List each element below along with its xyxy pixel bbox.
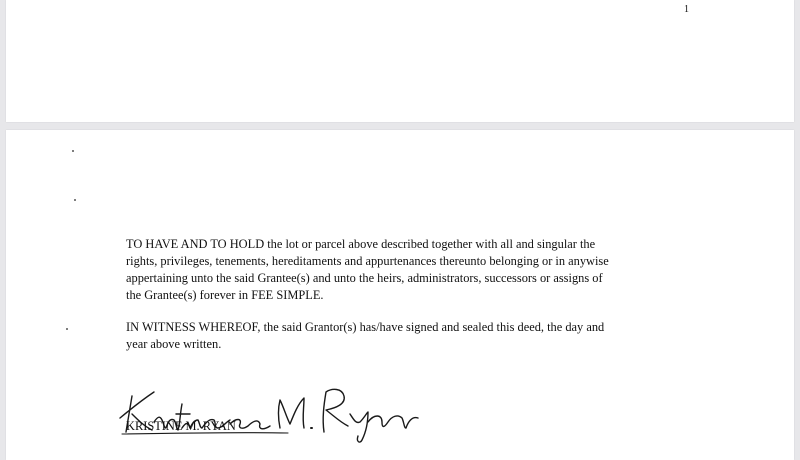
scan-speck	[72, 150, 74, 152]
page-number: 1	[684, 4, 689, 15]
signature-stroke	[368, 416, 418, 428]
habendum-line: TO HAVE AND TO HOLD the lot or parcel above described together with all and singular the	[126, 237, 596, 251]
document-page-2	[6, 130, 794, 460]
signer-name: KRISTINE M. RYAN	[126, 419, 236, 433]
habendum-line: rights, privileges, tenements, hereditaments and appurtenances thereunto belonging or in anywise	[126, 254, 609, 268]
witness-clause	[126, 319, 726, 353]
witness-line: IN WITNESS WHEREOF, the said Grantor(s) has/have signed and sealed this deed, the day and	[126, 320, 605, 334]
signature-stroke	[350, 412, 368, 442]
scan-speck	[74, 199, 76, 201]
scan-speck	[66, 328, 68, 330]
habendum-line: the Grantee(s) forever in FEE SIMPLE.	[126, 288, 324, 302]
signature-stroke	[230, 420, 270, 429]
signature-stroke	[323, 389, 348, 432]
signature-stroke	[279, 398, 305, 428]
document-page-1	[6, 0, 794, 122]
habendum-line: appertaining unto the said Grantee(s) and unto the heirs, administrators, successors or assigns of	[126, 271, 603, 285]
habendum-clause	[126, 236, 726, 304]
signature-stroke	[120, 392, 154, 418]
witness-line: year above written.	[126, 337, 222, 351]
